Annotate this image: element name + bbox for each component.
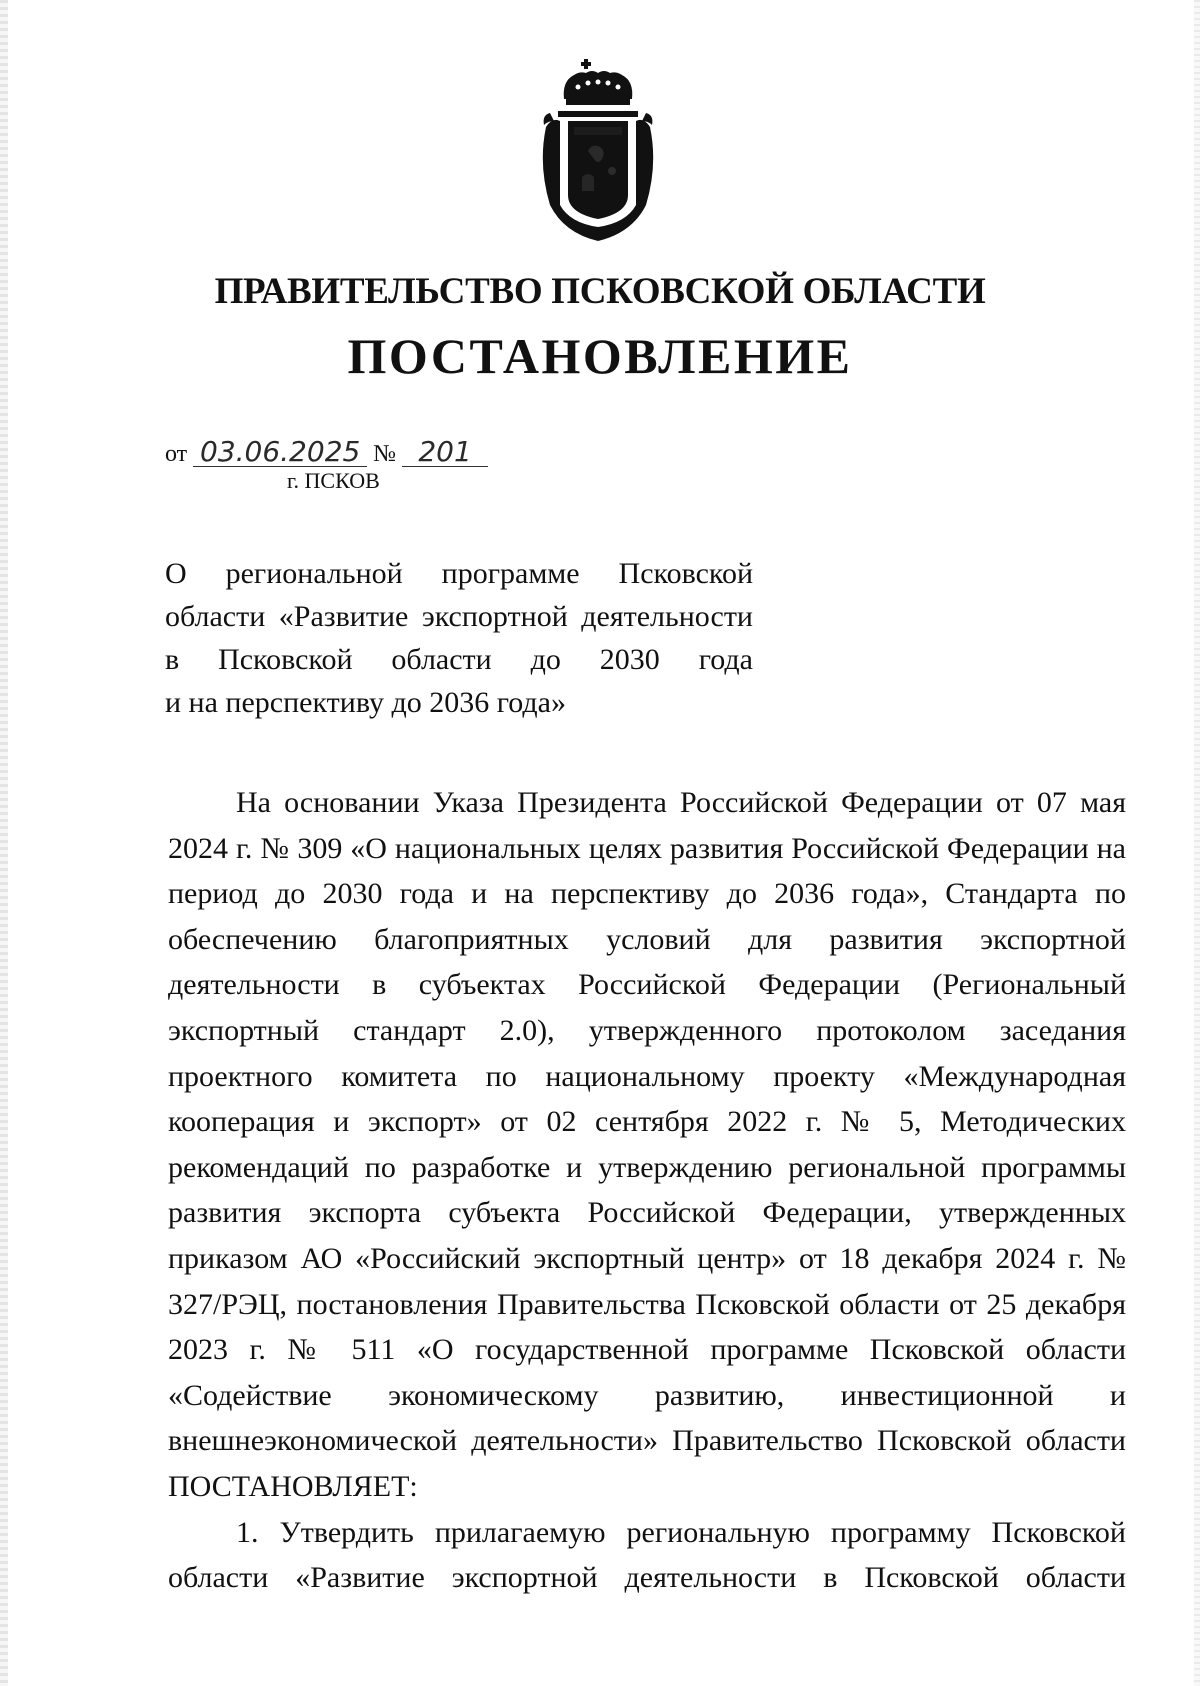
number-prefix: №	[373, 441, 397, 467]
government-name: ПРАВИТЕЛЬСТВО ПСКОВСКОЙ ОБЛАСТИ	[214, 271, 986, 312]
city-label: г. ПСКОВ	[287, 468, 380, 493]
item-1-line: 1. Утвердить прилагаемую региональную программу Псковской	[236, 1515, 1126, 1549]
preamble-paragraph: На основании Указа Президента Российской Федерации от 07 мая 2024 г. № 309 «О национальных целях развития Российской Федерации на период до 2030 года и на перспективу до 2036 года», Стандарта по обеспечению благоприятных условий для развития экспортной деятельности в субъектах Российской Федерации (Региональный экспортный стандарт 2.0), утвержденного протоколом заседания проектного комитета по национальному проекту «Международная кооперация и экспорт» от 02 сентября 2022 г. № 5, Методических рекомендаций по разработке и утверждению региональной программы развития экспорта субъекта Российской Федерации, утвержденных приказом АО «Российский экспортный центр» от 18 декабря 2024 г. № 327/РЭЦ, постановления Правительства Псковской области от 25 декабря 2023 г. № 511 «О государственной программе Псковской области «Содействие экономическому развитию, инвестиционной и внешнеэкономической деятельности» Правительство Псковской области ПОСТАНОВЛЯЕТ:	[168, 786, 1126, 1503]
subject-line: и на перспективу до 2036 года»	[165, 686, 567, 719]
subject-line: в Псковской области до 2030 года	[165, 643, 753, 676]
pskov-oblast-coat-of-arms-icon	[528, 55, 668, 245]
subject-line: О региональной программе Псковской	[165, 557, 753, 590]
date-number-line	[165, 435, 488, 468]
date-prefix: от	[165, 441, 188, 467]
item-1-line: области «Развитие экспортной деятельности в Псковской области	[168, 1561, 1126, 1595]
date-value: 03.06.2025	[193, 438, 367, 467]
document-body	[168, 780, 1126, 1601]
scan-edge-right	[1194, 0, 1200, 1686]
scan-edge-left	[0, 0, 8, 1686]
subject-title	[165, 552, 753, 724]
number-value: 201	[402, 438, 488, 467]
document-type: ПОСТАНОВЛЕНИЕ	[347, 328, 853, 384]
subject-line: области «Развитие экспортной деятельности	[165, 600, 753, 633]
